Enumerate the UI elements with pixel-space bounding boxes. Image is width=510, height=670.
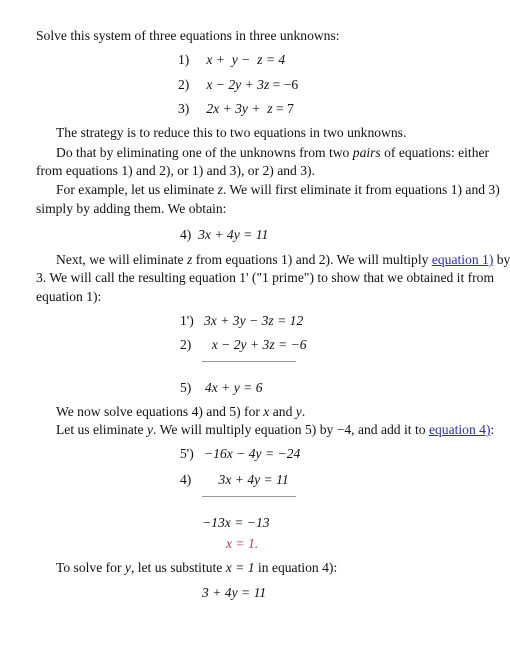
sum-result: −13x = −13: [202, 515, 270, 530]
solve-45-line-2: Let us eliminate y. We will multiply equation 5) by −4, and add it to equation 4):: [56, 422, 495, 437]
equation-1-prime: 1') 3x + 3y − 3z = 12: [180, 313, 304, 328]
equation-4: 4) 3x + 4y = 11: [180, 227, 269, 242]
next-line-1: Next, we will eliminate z from equations 1) and 2). We will multiply equation 1) by: [56, 252, 510, 267]
equation-4-copy: 4) 3x + 4y = 11: [180, 472, 289, 487]
x-result: x = 1.: [226, 536, 259, 551]
solve-y-line: To solve for y, let us substitute x = 1 in equation 4):: [56, 560, 338, 575]
solve-45-line-1: We now solve equations 4) and 5) for x and y.: [56, 404, 306, 419]
equation-3: 3) 2x + 3y + z = 7: [178, 101, 294, 116]
sub-step-1: 3 + 4y = 11: [202, 585, 267, 600]
next-line-3: equation 1):: [36, 289, 102, 304]
pairs-line-2: from equations 1) and 2), or 1) and 3), or 2) and 3).: [36, 163, 315, 178]
equation-2: 2) x − 2y + 3z = −6: [178, 77, 299, 92]
strategy-text: The strategy is to reduce this to two equations in two unknowns.: [56, 125, 407, 140]
equation-1-link[interactable]: equation 1): [431, 252, 494, 267]
equation-4-link[interactable]: equation 4): [428, 422, 491, 437]
sum-rule-2: [202, 496, 296, 497]
sum-rule-1: [202, 361, 296, 362]
intro-text: Solve this system of three equations in three unknowns:: [36, 28, 340, 43]
equation-5: 5) 4x + y = 6: [180, 380, 263, 395]
example-line-2: simply by adding them. We obtain:: [36, 201, 227, 216]
pairs-line-1: Do that by eliminating one of the unknowns from two pairs of equations: either: [56, 145, 490, 160]
next-line-2: 3. We will call the resulting equation 1' ("1 prime") to show that we obtained it from: [36, 270, 495, 285]
equation-5-prime: 5') −16x − 4y = −24: [180, 446, 301, 461]
example-line-1: For example, let us eliminate z. We will first eliminate it from equations 1) and 3): [56, 182, 500, 197]
equation-1: 1) x + y − z = 4: [178, 52, 286, 67]
equation-2-copy: 2) x − 2y + 3z = −6: [180, 337, 307, 352]
